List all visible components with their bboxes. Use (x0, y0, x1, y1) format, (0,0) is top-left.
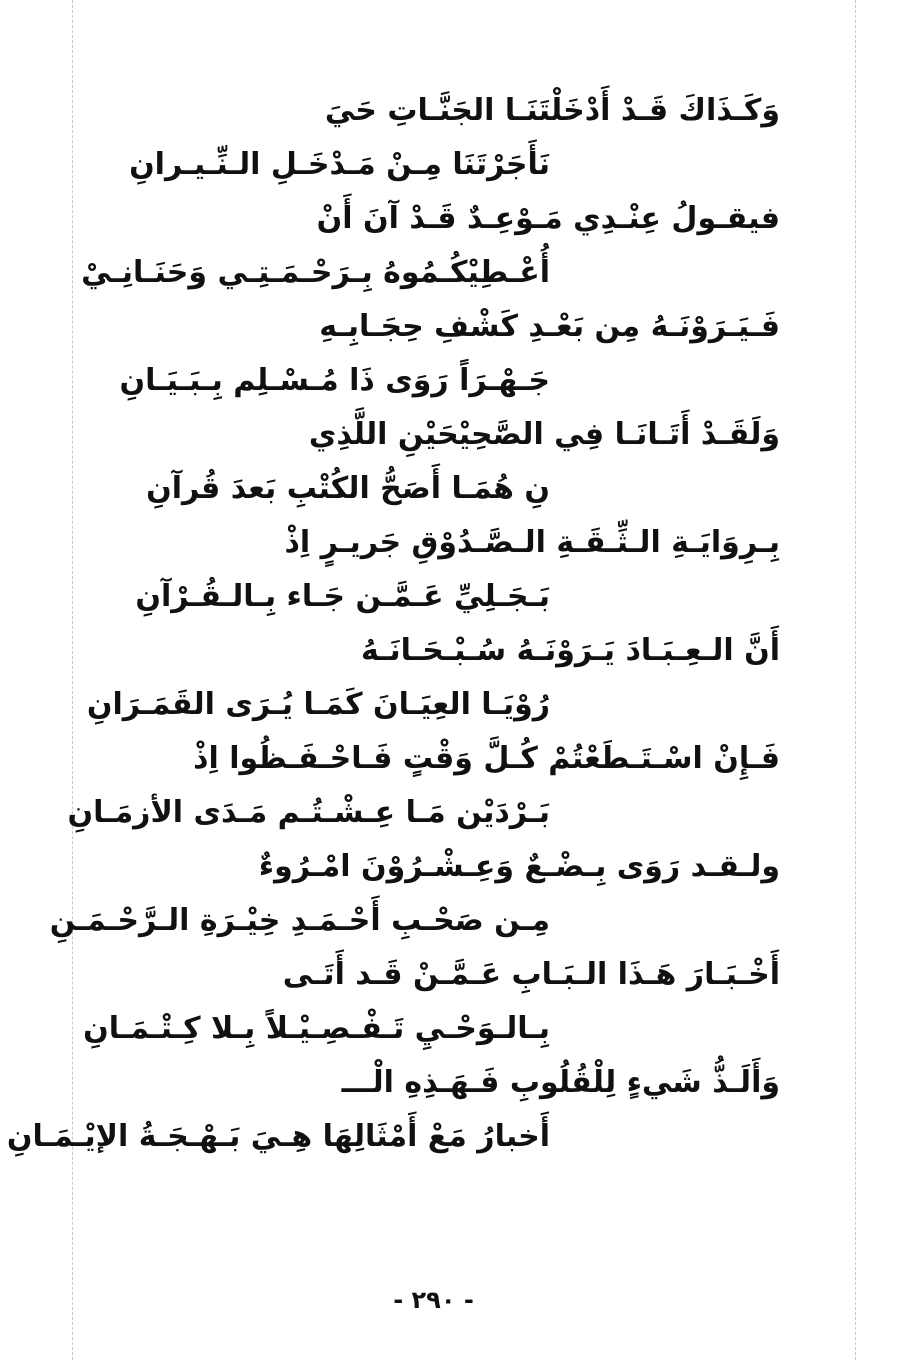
verse-line-2b: أُعْـطِيْكُـمُوهُ بِـرَحْـمَـتِـي وَحَنَـانِـيْ (81, 255, 550, 290)
verse-line-7b: بَـرْدَيْن مَـا عِـشْـتُـم مَـدَى الأزمَـانِ (67, 795, 550, 830)
verse-line-1a: وَكَـذَاكَ قَـدْ أَدْخَلْتَنَـا الجَنَّـاتِ حَيَ (324, 93, 780, 128)
verse-line-3b: جَـهْـرَاً رَوَى ذَا مُـسْـلِم بِـبَـيَـانِ (119, 363, 550, 398)
verse-line-8a: ولـقـد رَوَى بِـضْـعٌ وَعِـشْـرُوْنَ امْـرُوءٌ (258, 849, 780, 884)
verse-line-4a: وَلَقَـدْ أَتَـانَـا فِي الصَّحِيْحَيْنِ اللَّذِي (308, 417, 780, 452)
poem-body (6, 84, 780, 1164)
verse-line-9a: أَخْـبَـارَ هَـذَا الـبَـابِ عَـمَّـنْ قَـد أَتَـى (282, 957, 780, 992)
verse-line-2a: فيقـولُ عِنْـدِي مَـوْعِـدٌ قَـدْ آنَ أَنْ (316, 201, 780, 236)
verse-line-9b: بِـالـوَحْـيِ تَـفْـصِـيْـلاً بِـلا كِـتْـمَـانِ (83, 1011, 550, 1046)
verse-line-6a: أَنَّ الـعِـبَـادَ يَـرَوْنَـهُ سُـبْـحَـانَـهُ (360, 633, 780, 668)
verse-line-7a: فَـإِنْ اسْـتَـطَعْتُمْ كُـلَّ وَقْتٍ فَـاحْـفَـظُوا اِذْ (193, 741, 780, 776)
page-number: - ٢٩٠ - (393, 1286, 474, 1314)
right-margin-line (855, 0, 856, 1360)
verse-line-5a: بِـرِوَايَـةِ الـثِّـقَـةِ الـصَّـدُوْقِ جَريـرٍ اِذْ (284, 525, 780, 560)
verse-line-8b: مِـن صَحْـبِ أَحْـمَـدِ خِيْـرَةِ الـرَّحْـمَـنِ (49, 903, 550, 938)
verse-line-4b: نِ هُمَـا أَصَحُّ الكُتْبِ بَعدَ قُرآنِ (146, 471, 550, 506)
verse-line-6b: رُوْيَـا العِيَـانَ كَمَـا يُـرَى القَمَـرَانِ (86, 687, 550, 722)
verse-line-5b: بَـجَـلِيِّ عَـمَّـن جَـاء بِـالـقُـرْآنِ (135, 579, 550, 614)
verse-line-10a: وَأَلَـذُّ شَيءٍ لِلْقُلُوبِ فَـهَـذِهِ الْـــ (341, 1065, 780, 1100)
verse-line-1b: نَأَجَرْتَنَا مِـنْ مَـدْخَـلِ الـنِّـيـرانِ (129, 147, 550, 182)
verse-line-10b: أَخبارُ مَعْ أَمْثَالِهَا هِـيَ بَـهْـجَـةُ الإيْـمَـانِ (6, 1119, 550, 1154)
verse-line-3a: فَـيَـرَوْنَـهُ مِن بَعْـدِ كَشْفِ حِجَـابِـهِ (319, 309, 780, 344)
